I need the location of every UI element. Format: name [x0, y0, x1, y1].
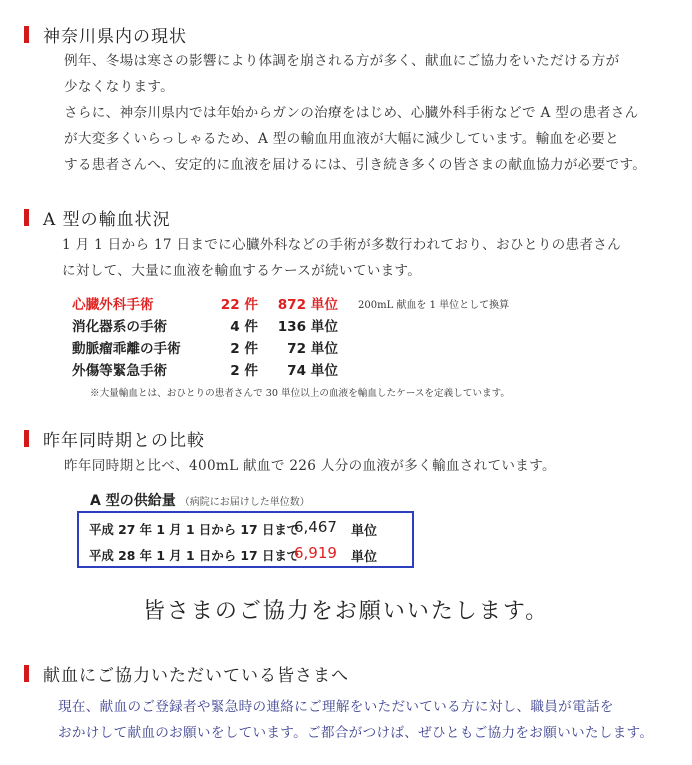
section-body-to-donors: [58, 694, 653, 746]
supply-period: 平成 27 年 1 月 1 日から 17 日まで: [89, 522, 300, 537]
supply-heading: [90, 490, 310, 510]
section-marker-icon: [24, 665, 29, 682]
unit-conversion-note: 200mL 献血を 1 単位として換算: [358, 300, 510, 311]
section-title: 神奈川県内の現状: [43, 26, 187, 47]
paragraph-line: 1 月 1 日から 17 日までに心臓外科などの手術が多数行われており、おひとりの患者さん: [62, 237, 622, 253]
mass-transfusion-footnote: ※大量輸血とは、おひとりの患者さんで 30 単位以上の血液を輸血したケースを定義しています。: [90, 388, 510, 399]
section-body-current-status: [64, 48, 646, 178]
supply-unit: 単位: [351, 524, 378, 539]
paragraph-line: 現在、献血のご登録者や緊急時の連絡にご理解をいただいている方に対し、職員が電話を: [58, 699, 614, 715]
section-title: A 型の輸血状況: [43, 209, 171, 230]
surgery-count: 22 件: [220, 297, 258, 313]
section-header-current-status: [24, 23, 187, 45]
paragraph-line: さらに、神奈川県内では年始からガンの治療をはじめ、心臓外科手術などで A 型の患者さん: [64, 105, 639, 121]
paragraph-line: 例年、冬場は寒さの影響により体調を崩される方が多く、献血にご協力をいただける方が: [64, 53, 620, 69]
section-header-year-comparison: [24, 427, 205, 449]
paragraph-line: おかけして献血のお願いをしています。ご都合がつけば、ぜひともご協力をお願いいたします。: [58, 725, 654, 741]
surgery-name: 心臓外科手術: [72, 297, 154, 313]
comparison-line: 昨年同時期と比べ、400mL 献血で 226 人分の血液が多く輸血されています。: [64, 458, 556, 474]
section-marker-icon: [24, 430, 29, 447]
surgery-name: 動脈瘤乖離の手術: [72, 341, 181, 357]
paragraph-line: が大変多くいらっしゃるため、A 型の輸血用血液が大幅に減少しています。輸血を必要と: [64, 131, 619, 147]
surgery-units: 872 単位: [277, 297, 338, 313]
section-header-transfusion-status: [24, 206, 171, 228]
supply-title: A 型の供給量: [90, 493, 176, 509]
supply-period: 平成 28 年 1 月 1 日から 17 日まで: [89, 548, 300, 563]
section-body-transfusion-status: [62, 232, 621, 284]
appeal-heading: 皆さまのご協力をお願いいたします。: [142, 599, 550, 624]
section-marker-icon: [24, 26, 29, 43]
surgery-name: 消化器系の手術: [72, 319, 168, 335]
surgery-count: 2 件: [230, 341, 258, 357]
paragraph-line: に対して、大量に血液を輸血するケースが続いています。: [62, 263, 422, 279]
supply-comparison-box: [77, 511, 414, 568]
surgery-name: 外傷等緊急手術: [72, 363, 168, 379]
surgery-units: 72 単位: [287, 341, 338, 357]
surgery-units: 74 単位: [287, 363, 338, 379]
section-title: 献血にご協力いただいている皆さまへ: [43, 665, 349, 686]
supply-value: 6,467: [294, 518, 337, 536]
surgery-units: 136 単位: [277, 319, 338, 335]
supply-value: 6,919: [294, 544, 337, 562]
surgery-count: 4 件: [230, 319, 258, 335]
supply-unit: 単位: [351, 550, 378, 565]
section-marker-icon: [24, 209, 29, 226]
section-header-to-donors: [24, 662, 349, 684]
surgery-count: 2 件: [230, 363, 258, 379]
supply-subtitle: （病院にお届けした単位数）: [179, 497, 310, 508]
paragraph-line: する患者さんへ、安定的に血液を届けるには、引き続き多くの皆さまの献血協力が必要です。: [64, 157, 647, 173]
section-title: 昨年同時期との比較: [43, 430, 205, 451]
paragraph-line: 少なくなります。: [64, 79, 175, 95]
